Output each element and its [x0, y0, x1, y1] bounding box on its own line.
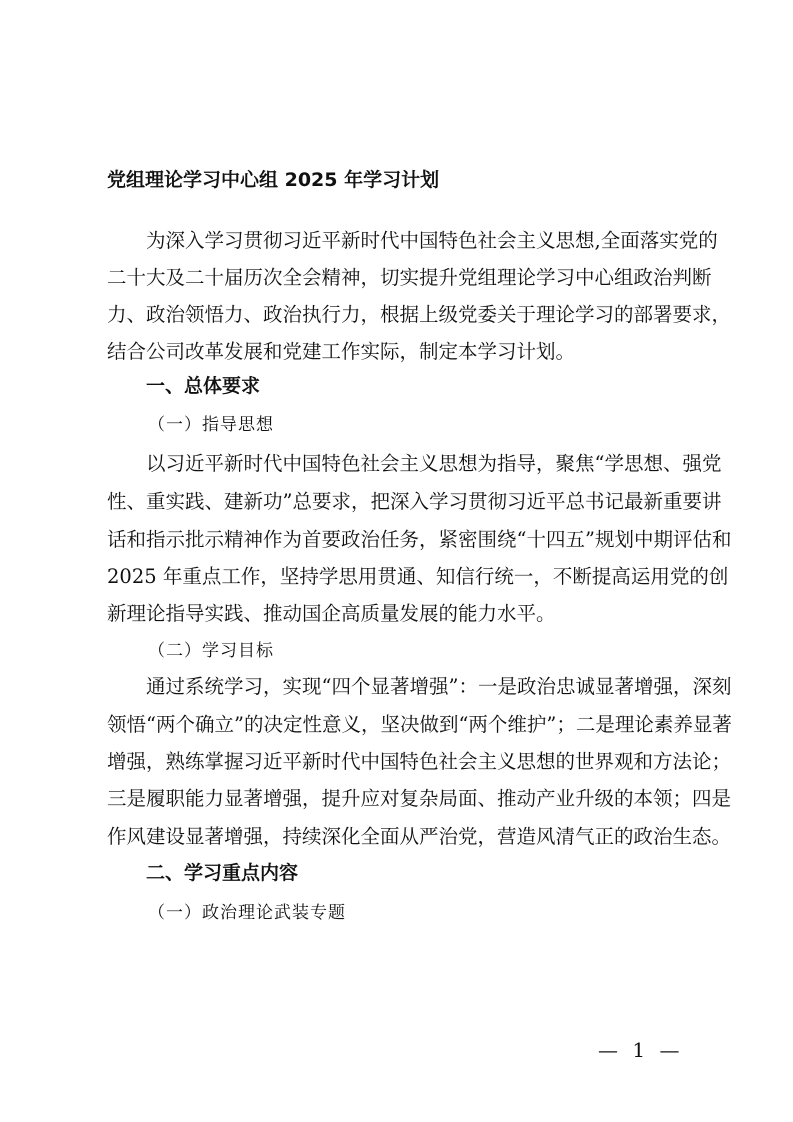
text-line: 性、重实践、建新功”总要求，把深入学习贯彻习近平总书记最新重要讲: [107, 490, 722, 513]
text-line: 增强，熟练掌握习近平新时代中国特色社会主义思想的世界观和方法论；: [107, 750, 732, 773]
text-line: 二十大及二十届历次全会精神，切实提升党组理论学习中心组政治判断: [107, 266, 712, 289]
text-line: 作风建设显著增强，持续深化全面从严治党，营造风清气正的政治生态。: [107, 825, 732, 848]
text-line: 领悟“两个确立”的决定性意义，坚决做到“两个维护”；二是理论素养显著: [107, 713, 732, 736]
text-line: 以习近平新时代中国特色社会主义思想为指导，聚焦“学思想、强党: [146, 452, 722, 475]
text-line: 新理论指导实践、推动国企高质量发展的能力水平。: [107, 602, 556, 625]
text-line: 三是履职能力显著增强，提升应对复杂局面、推动产业升级的本领；四是: [107, 787, 732, 810]
text-line: 力、政治领悟力、政治执行力，根据上级党委关于理论学习的部署要求，: [107, 303, 732, 326]
section-heading: 二、学习重点内容: [146, 862, 299, 884]
text-line: 通过系统学习，实现“四个显著增强”：一是政治忠诚显著增强，深刻: [146, 675, 732, 698]
text-line: 2025 年重点工作，坚持学思用贯通、知信行统一，不断提高运用党的创: [107, 565, 729, 588]
subsection-heading: （一）指导思想: [148, 415, 274, 435]
page-number: — 1 —: [598, 1038, 684, 1062]
section-heading: 一、总体要求: [146, 375, 261, 397]
page-title: 党组理论学习中心组 2025 年学习计划: [107, 169, 440, 191]
subsection-heading: （一）政治理论武装专题: [148, 903, 346, 923]
subsection-heading: （二）学习目标: [148, 641, 274, 661]
text-line: 结合公司改革发展和党建工作实际，制定本学习计划。: [107, 340, 576, 363]
text-line: 话和指示批示精神作为首要政治任务，紧密围绕“十四五”规划中期评估和: [107, 528, 732, 551]
text-line: 为深入学习贯彻习近平新时代中国特色社会主义思想,全面落实党的: [146, 229, 718, 252]
